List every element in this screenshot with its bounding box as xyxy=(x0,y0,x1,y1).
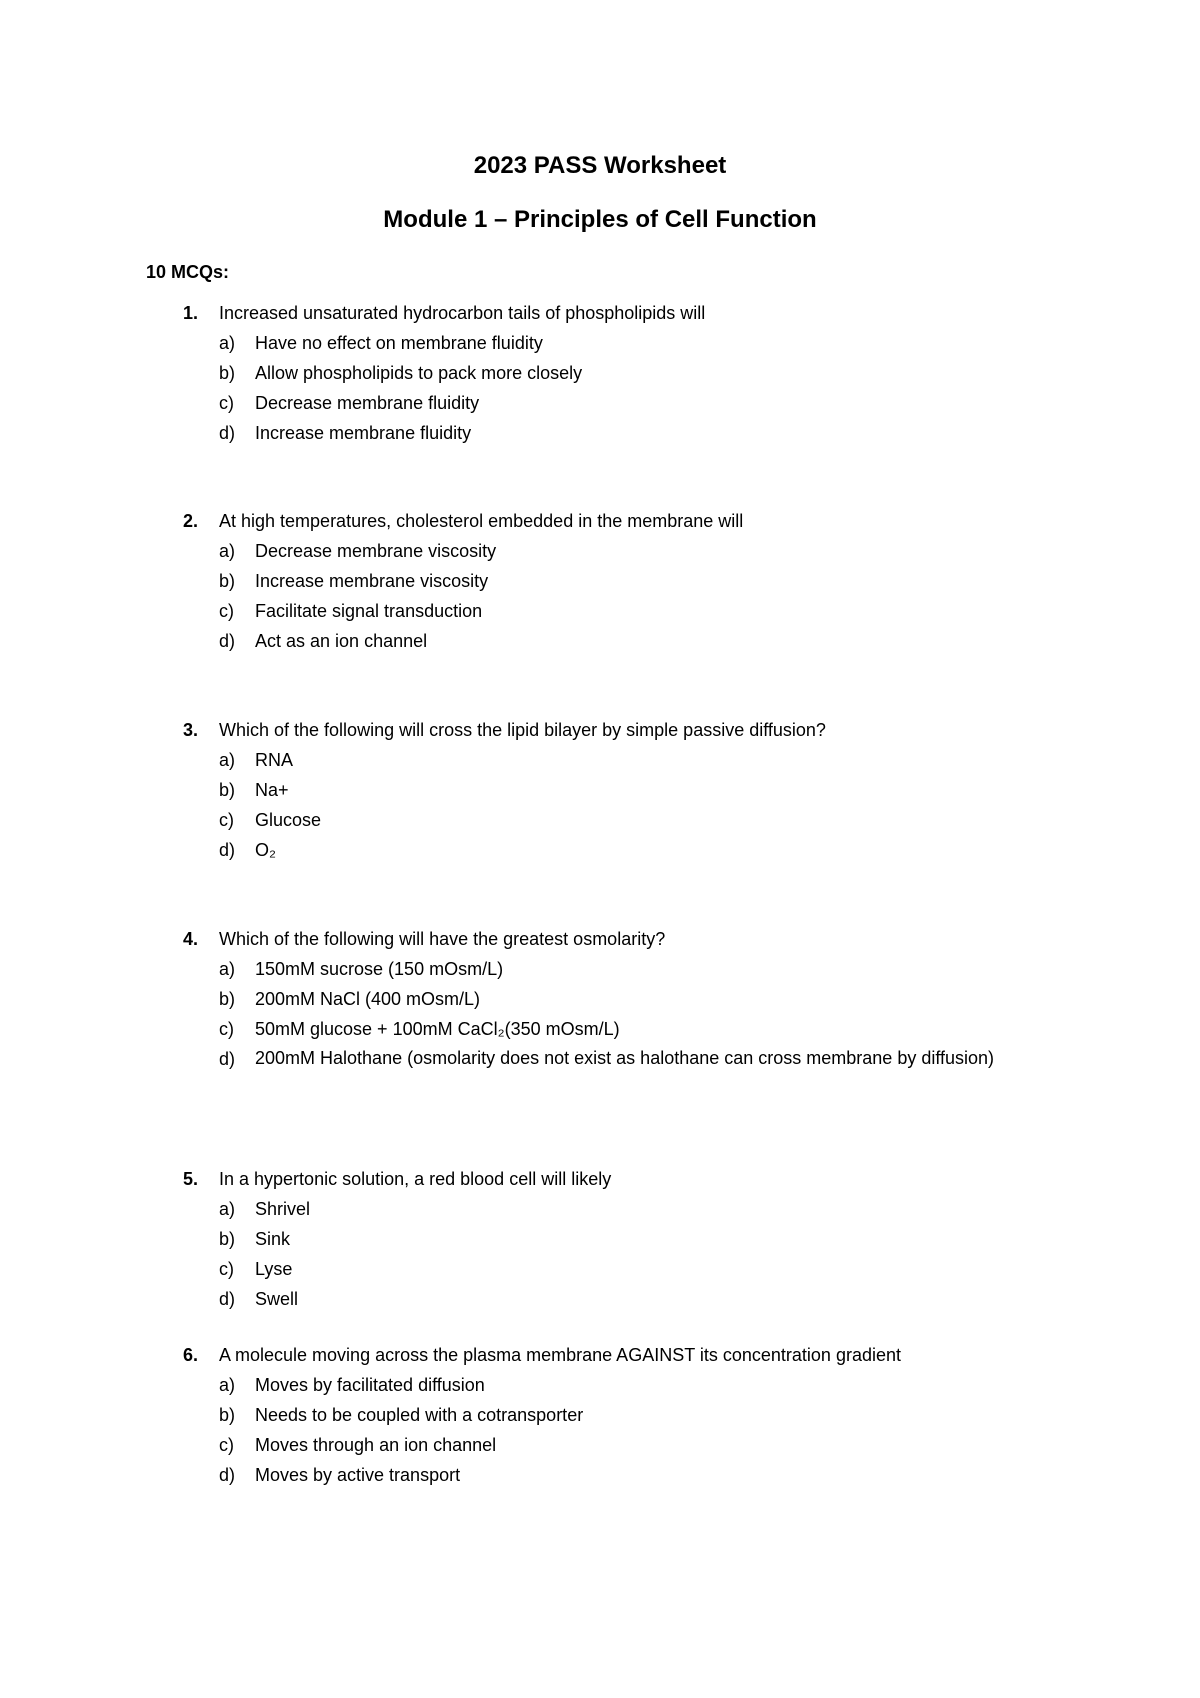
option-text: Sink xyxy=(255,1229,291,1249)
option-text: Swell xyxy=(255,1289,299,1309)
option-text: Needs to be coupled with a cotransporter xyxy=(255,1405,584,1425)
option-text: O₂ xyxy=(255,840,276,860)
option-letter: a) xyxy=(219,541,236,561)
option-text: Facilitate signal transduction xyxy=(255,601,483,621)
option-letter: c) xyxy=(219,1019,234,1039)
question-text: A molecule moving across the plasma membrane AGAINST its concentration gradient xyxy=(219,1345,901,1365)
question-text: Which of the following will have the greatest osmolarity? xyxy=(219,929,666,949)
option-text: 50mM glucose + 100mM CaCl₂(350 mOsm/L) xyxy=(255,1019,620,1039)
option-text: Decrease membrane fluidity xyxy=(255,393,480,413)
question-text: In a hypertonic solution, a red blood cell will likely xyxy=(219,1169,612,1189)
option-text: Moves by active transport xyxy=(255,1465,461,1485)
option-letter: c) xyxy=(219,810,234,830)
option-text: 150mM sucrose (150 mOsm/L) xyxy=(255,959,504,979)
option-letter: d) xyxy=(219,423,236,443)
option-letter: a) xyxy=(219,1199,236,1219)
option-letter: b) xyxy=(219,1229,236,1249)
question-number: 4. xyxy=(183,929,199,949)
option-text: Moves by facilitated diffusion xyxy=(255,1375,485,1395)
option-letter: d) xyxy=(219,631,236,651)
option-text: Have no effect on membrane fluidity xyxy=(255,333,543,353)
question-number: 6. xyxy=(183,1345,199,1365)
option-letter: a) xyxy=(219,959,236,979)
option-text: Act as an ion channel xyxy=(255,631,428,651)
option-letter: c) xyxy=(219,601,234,621)
option-text: Glucose xyxy=(255,810,322,830)
option-letter: b) xyxy=(219,1405,236,1425)
option-letter: b) xyxy=(219,989,236,1009)
option-text: Decrease membrane viscosity xyxy=(255,541,497,561)
option-letter: b) xyxy=(219,780,236,800)
question-number: 3. xyxy=(183,720,199,740)
option-text: Lyse xyxy=(255,1259,293,1279)
question-number: 1. xyxy=(183,303,199,323)
option-letter: c) xyxy=(219,393,234,413)
question-text: Which of the following will cross the lipid bilayer by simple passive diffusion? xyxy=(219,720,826,740)
option-text: 200mM NaCl (400 mOsm/L) xyxy=(255,989,481,1009)
question-number: 2. xyxy=(183,511,199,531)
option-letter: b) xyxy=(219,363,236,383)
option-text: Allow phospholipids to pack more closely xyxy=(255,363,583,383)
option-letter: d) xyxy=(219,1289,236,1309)
option-letter: a) xyxy=(219,1375,236,1395)
option-letter: b) xyxy=(219,571,236,591)
option-text: Increase membrane viscosity xyxy=(255,571,489,591)
option-text: Na+ xyxy=(255,780,289,800)
option-letter: a) xyxy=(219,333,236,353)
option-letter: c) xyxy=(219,1259,234,1279)
question-text: At high temperatures, cholesterol embedded in the membrane will xyxy=(219,511,744,531)
worksheet-title: 2023 PASS Worksheet xyxy=(473,152,727,179)
option-letter: a) xyxy=(219,750,236,770)
option-letter: d) xyxy=(219,1049,236,1069)
question-text: Increased unsaturated hydrocarbon tails of phospholipids will xyxy=(219,303,706,323)
mcq-section-label: 10 MCQs: xyxy=(146,262,230,282)
option-letter: d) xyxy=(219,840,236,860)
option-text: Moves through an ion channel xyxy=(255,1435,497,1455)
option-text: Shrivel xyxy=(255,1199,311,1219)
module-subtitle: Module 1 – Principles of Cell Function xyxy=(383,206,817,233)
option-text: 200mM Halothane (osmolarity does not exist as halothane can cross membrane by diffusion) xyxy=(255,1048,995,1068)
option-letter: c) xyxy=(219,1435,234,1455)
option-letter: d) xyxy=(219,1465,236,1485)
option-text: Increase membrane fluidity xyxy=(255,423,472,443)
option-text: RNA xyxy=(255,750,294,770)
question-number: 5. xyxy=(183,1169,199,1189)
